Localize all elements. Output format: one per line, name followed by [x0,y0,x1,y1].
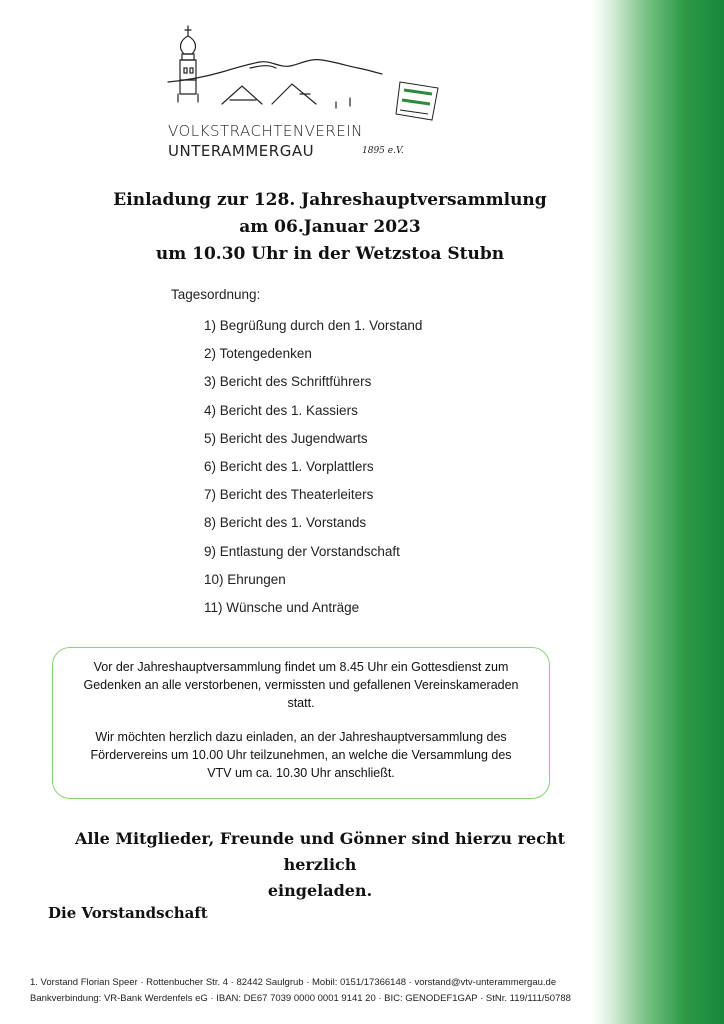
agenda-item: 7) Bericht des Theaterleiters [204,487,374,503]
footer [30,975,571,1007]
agenda-list [204,318,422,628]
agenda-heading: Tagesordnung: [171,287,261,302]
agenda-item: 11) Wünsche und Anträge [204,599,360,615]
agenda-item: 10) Ehrungen [204,571,286,587]
club-logo [160,24,460,164]
logo-founding-year: 1895 e.V. [362,146,404,156]
agenda-item: 3) Bericht des Schriftführers [204,374,372,390]
signature: Die Vorstandschaft [48,904,208,922]
footer-bank-line: Bankverbindung: VR-Bank Werdenfels eG · IBAN: DE67 7039 0000 0001 9141 20 · BIC: GENODEF1GAP · StNr. 119/111/50788 [30,993,571,1004]
agenda-item: 8) Bericht des 1. Vorstands [204,515,367,531]
invitation-closing-line: eingeladen. [267,881,373,900]
agenda-item: 6) Bericht des 1. Vorplattlers [204,458,374,474]
logo-club-location: UNTERAMMERGAU [168,142,315,160]
logo-club-name: VOLKSTRACHTENVEREIN [168,122,363,140]
agenda-item: 2) Totengedenken [204,346,312,362]
agenda-item: 4) Bericht des 1. Kassiers [204,402,358,418]
service-note-paragraph: Vor der Jahreshauptversammlung findet um 8.45 Uhr ein Gottesdienst zum Gedenken an alle verstorbenen, vermissten und gefallenen Vereinskameraden statt. [83,660,519,710]
footer-contact-line: 1. Vorstand Florian Speer · Rottenbucher Str. 4 · 82442 Saulgrub · Mobil: 0151/17366148 · vorstand@vtv-unterammergau.de [30,977,557,988]
agenda-item: 9) Entlastung der Vorstandschaft [204,543,400,559]
invitation-time-location: um 10.30 Uhr in der Wetzstoa Stubn [155,244,505,264]
green-side-band [592,0,724,1024]
support-association-paragraph: Wir möchten herzlich dazu einladen, an der Jahreshauptversammlung des Fördervereins um 10.00 Uhr teilzunehmen, an welche die Versammlung des VTV um ca. 10.30 Uhr anschließt. [90,730,512,780]
agenda-item: 1) Begrüßung durch den 1. Vorstand [204,318,423,333]
invitation-closing [40,826,600,904]
service-note-box [52,647,550,799]
invitation-title: Einladung zur 128. Jahreshauptversammlung [113,190,547,210]
logo-drawing-icon [160,24,460,124]
invitation-closing-line: Alle Mitglieder, Freunde und Gönner sind hierzu recht herzlich [75,829,565,874]
agenda-item: 5) Bericht des Jugendwarts [204,430,368,446]
invitation-date: am 06.Januar 2023 [239,217,421,237]
